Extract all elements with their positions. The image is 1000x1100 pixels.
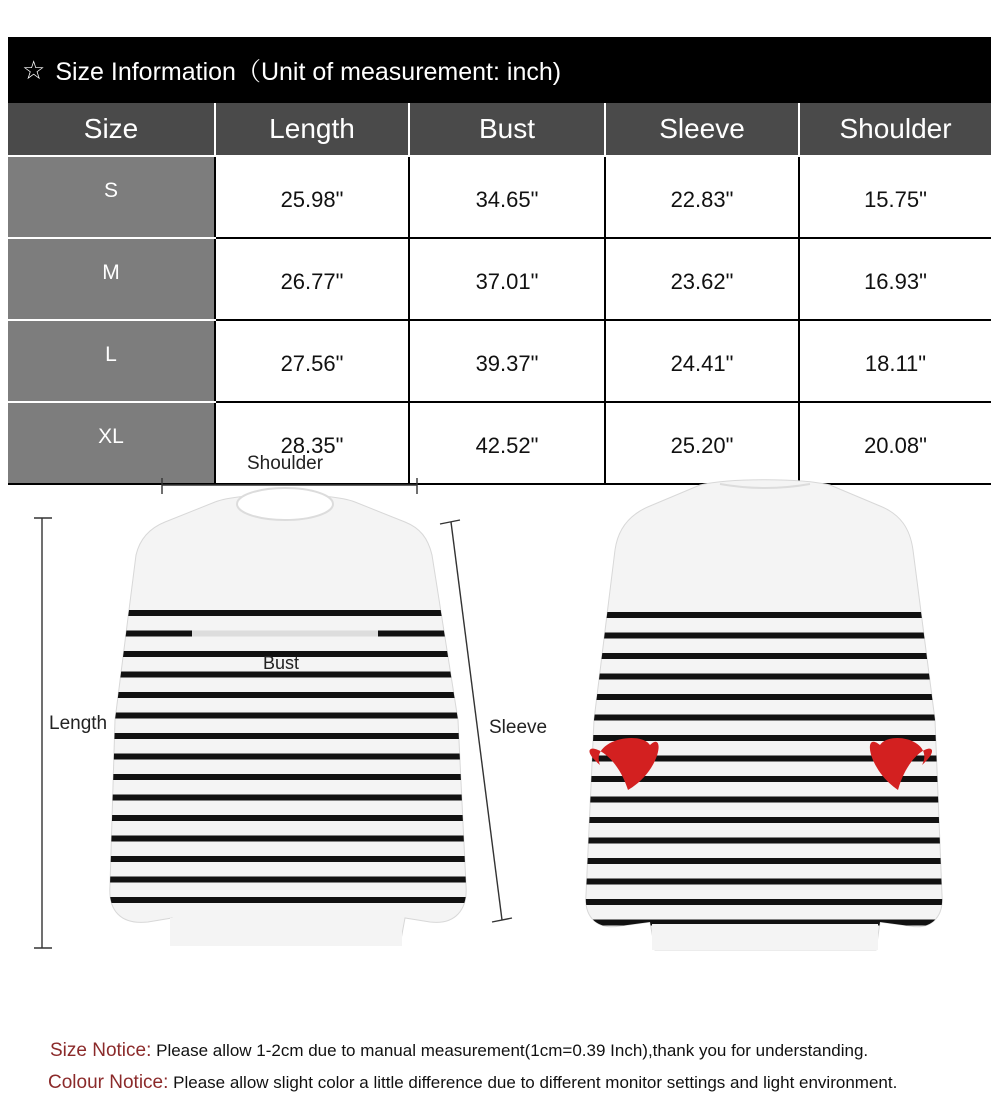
- table-header-row: [8, 103, 991, 156]
- front-stripe: [100, 795, 470, 801]
- size-cell: XL: [8, 402, 215, 484]
- colour-notice-text: Please allow slight color a little difference due to different monitor settings and light environment.: [173, 1073, 898, 1092]
- star-icon: ☆: [22, 54, 46, 85]
- front-stripe: [100, 774, 470, 780]
- length-cell: 25.98": [215, 156, 409, 238]
- table-row: [8, 156, 991, 238]
- back-stripe: [580, 653, 950, 659]
- back-stripe: [580, 817, 950, 823]
- sleeve-cell: 23.62": [605, 238, 799, 320]
- banner-title: Size Information（Unit of measurement: inch): [55, 58, 562, 86]
- bust-cell: 39.37": [409, 320, 605, 402]
- size-cell: L: [8, 320, 215, 402]
- size-table: [8, 103, 991, 485]
- front-stripe: [100, 856, 470, 862]
- back-stripe: [580, 694, 950, 700]
- back-sweater: [580, 480, 950, 950]
- length-cell: 28.35": [215, 402, 409, 484]
- size-cell: M: [8, 238, 215, 320]
- front-stripe: [100, 713, 470, 719]
- back-stripe: [580, 879, 950, 885]
- bust-cell: 42.52": [409, 402, 605, 484]
- colour-notice: [48, 1072, 1000, 1094]
- bust-cell: 37.01": [409, 238, 605, 320]
- front-stripe: [100, 897, 470, 903]
- front-sweater: [100, 488, 470, 946]
- front-stripe: [100, 836, 470, 842]
- size-notice-text: Please allow 1-2cm due to manual measurement(1cm=0.39 Inch),thank you for understanding.: [156, 1041, 869, 1060]
- shoulder-cell: 16.93": [799, 238, 991, 320]
- back-stripe: [580, 838, 950, 844]
- size-info-banner: [8, 37, 991, 103]
- back-stripe: [580, 715, 950, 721]
- length-cell: 26.77": [215, 238, 409, 320]
- front-stripe: [100, 692, 470, 698]
- table-row: [8, 238, 991, 320]
- shoulder-label: Shoulder: [247, 453, 324, 474]
- measurement-diagram: [0, 440, 1000, 1020]
- back-stripe: [580, 797, 950, 803]
- back-stripe: [580, 899, 950, 905]
- front-stripe: [100, 754, 470, 760]
- size-notice-heading: Size Notice:: [50, 1040, 152, 1061]
- length-label: Length: [49, 713, 108, 734]
- header-size: Size: [8, 103, 215, 156]
- header-length: Length: [215, 103, 409, 156]
- sleeve-label: Sleeve: [489, 717, 548, 738]
- front-stripe: [100, 610, 470, 616]
- length-cell: 27.56": [215, 320, 409, 402]
- size-notice: [50, 1040, 1000, 1062]
- front-stripe: [100, 815, 470, 821]
- front-stripe: [100, 877, 470, 883]
- sleeve-cell: 22.83": [605, 156, 799, 238]
- shoulder-cell: 20.08": [799, 402, 991, 484]
- back-stripe: [580, 612, 950, 618]
- colour-notice-heading: Colour Notice:: [48, 1072, 169, 1093]
- size-cell: S: [8, 156, 215, 238]
- front-stripe: [100, 733, 470, 739]
- bust-label: Bust: [263, 653, 300, 673]
- header-shoulder: Shoulder: [799, 103, 991, 156]
- sleeve-cell: 24.41": [605, 320, 799, 402]
- table-row: [8, 320, 991, 402]
- header-sleeve: Sleeve: [605, 103, 799, 156]
- back-stripe: [580, 858, 950, 864]
- shoulder-cell: 18.11": [799, 320, 991, 402]
- bust-cell: 34.65": [409, 156, 605, 238]
- sleeve-cell: 25.20": [605, 402, 799, 484]
- header-bust: Bust: [409, 103, 605, 156]
- shoulder-cell: 15.75": [799, 156, 991, 238]
- back-stripe: [580, 674, 950, 680]
- back-stripe: [580, 633, 950, 639]
